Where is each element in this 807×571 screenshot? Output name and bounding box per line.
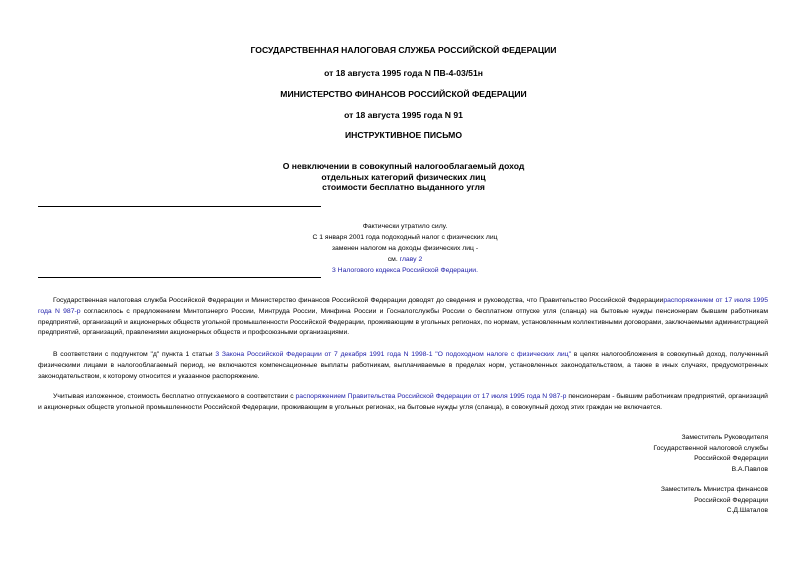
signature-1-agency: Государственной налоговой службы — [653, 444, 768, 452]
title-line-1: О невключении в совокупный налогооблагаемый доход — [282, 161, 525, 171]
paragraph-2: В соответствии с подпунктом "д" пункта 1 статьи 3 Закона Российской Федерации от 7 декабря 1991 года N 1998-1 "О подоходном налоге с физических лиц" в целях налогообложения в совокупный доход, полученный физическими лицами в налогооблагаемый период, не включаются компенсационные выплаты работникам, выплачиваемые в пределах норм, установленных законодательством, а также в иных случаях, предусмотренных законодательством, к которому относится и указанное распоряжение. — [38, 351, 768, 380]
paragraph-3: Учитывая изложенное, стоимость бесплатно отпускаемого в соответствии с распоряжением Правительства Российской Федерации от 17 июля 1995 года N 987-р пенсионерам - бывшим работникам предприятий, организаций и акционерных обществ угольной промышленности Российской Федерации, проживающим в угольных регионах, на бытовые нужды угля (сланца), в совокупный доход этих граждан не включается. — [38, 393, 768, 411]
note-line-3: заменен налогом на доходы физических лиц - — [331, 245, 479, 252]
signature-1-country: Российской Федерации — [694, 455, 768, 462]
note-line-4: см. главу 2 — [387, 256, 423, 263]
signature-2-name: С.Д.Шаталов — [726, 507, 768, 514]
signature-1-position: Заместитель Руководителя — [681, 434, 768, 441]
order-987-link[interactable]: распоряжением от 17 июля 1995 года N 987-р — [38, 297, 768, 315]
signature-1-name: В.А.Павлов — [731, 465, 768, 473]
header-agency-1: ГОСУДАРСТВЕННАЯ НАЛОГОВАЯ СЛУЖБА РОССИЙСКОЙ ФЕДЕРАЦИИ — [250, 45, 557, 55]
tax-code-link[interactable]: 3 Налогового кодекса Российской Федерации. — [332, 267, 478, 274]
signature-block-2 — [508, 485, 768, 517]
document-type: ИНСТРУКТИВНОЕ ПИСЬМО — [344, 130, 463, 140]
signature-2-country: Российской Федерации — [694, 496, 768, 504]
note-line-2: С 1 января 2001 года подоходный налог с физических лиц — [312, 234, 498, 241]
header-agency-2: МИНИСТЕРСТВО ФИНАНСОВ РОССИЙСКОЙ ФЕДЕРАЦИИ — [280, 89, 527, 99]
status-note — [280, 221, 530, 276]
paragraph-1: Государственная налоговая служба Российской Федерации и Министерство финансов Российской Федерации доводят до сведения и руководства, что Правительство Российской Федерациираспоряжением от 17 июля 1995 года N 987-р согласилось с предложением Минтопэнерго России, Минтруда России, Минфина России и Госналогслужбы России о бесплатном отпуске угля (сланца) на бытовые нужды пенсионерам бывшим работникам предприятий, организаций и акционерных обществ угольной промышленности Российской Федерации, проживающим в угольных регионах, по нормам, установленным коллективными договорами, заключаемыми администрацией предприятий, организаций, правлениями акционерных обществ и профсоюзными организациями. — [38, 297, 769, 337]
header-date-1: от 18 августа 1995 года N ПВ-4-03/51н — [324, 68, 483, 78]
tax-code-chapter-link[interactable]: главу 2 — [399, 256, 423, 263]
divider-top — [38, 206, 321, 207]
signature-2-position: Заместитель Министра финансов — [660, 486, 768, 493]
divider-bottom — [38, 277, 321, 278]
header-date-2: от 18 августа 1995 года N 91 — [344, 110, 463, 120]
government-order-link[interactable]: распоряжением Правительства Российской Федерации от 17 июля 1995 года N 987-р — [295, 393, 567, 400]
note-line-5 — [280, 265, 530, 276]
signature-block-1 — [508, 433, 768, 475]
document-title — [0, 161, 807, 193]
title-line-3: стоимости бесплатно выданного угля — [322, 182, 485, 192]
income-tax-law-link[interactable]: 3 Закона Российской Федерации от 7 декабря 1991 года N 1998-1 "О подоходном налоге с физических лиц" — [215, 351, 572, 358]
title-line-2: отдельных категорий физических лиц — [321, 171, 486, 182]
note-line-1: Фактически утратило силу. — [362, 223, 448, 230]
